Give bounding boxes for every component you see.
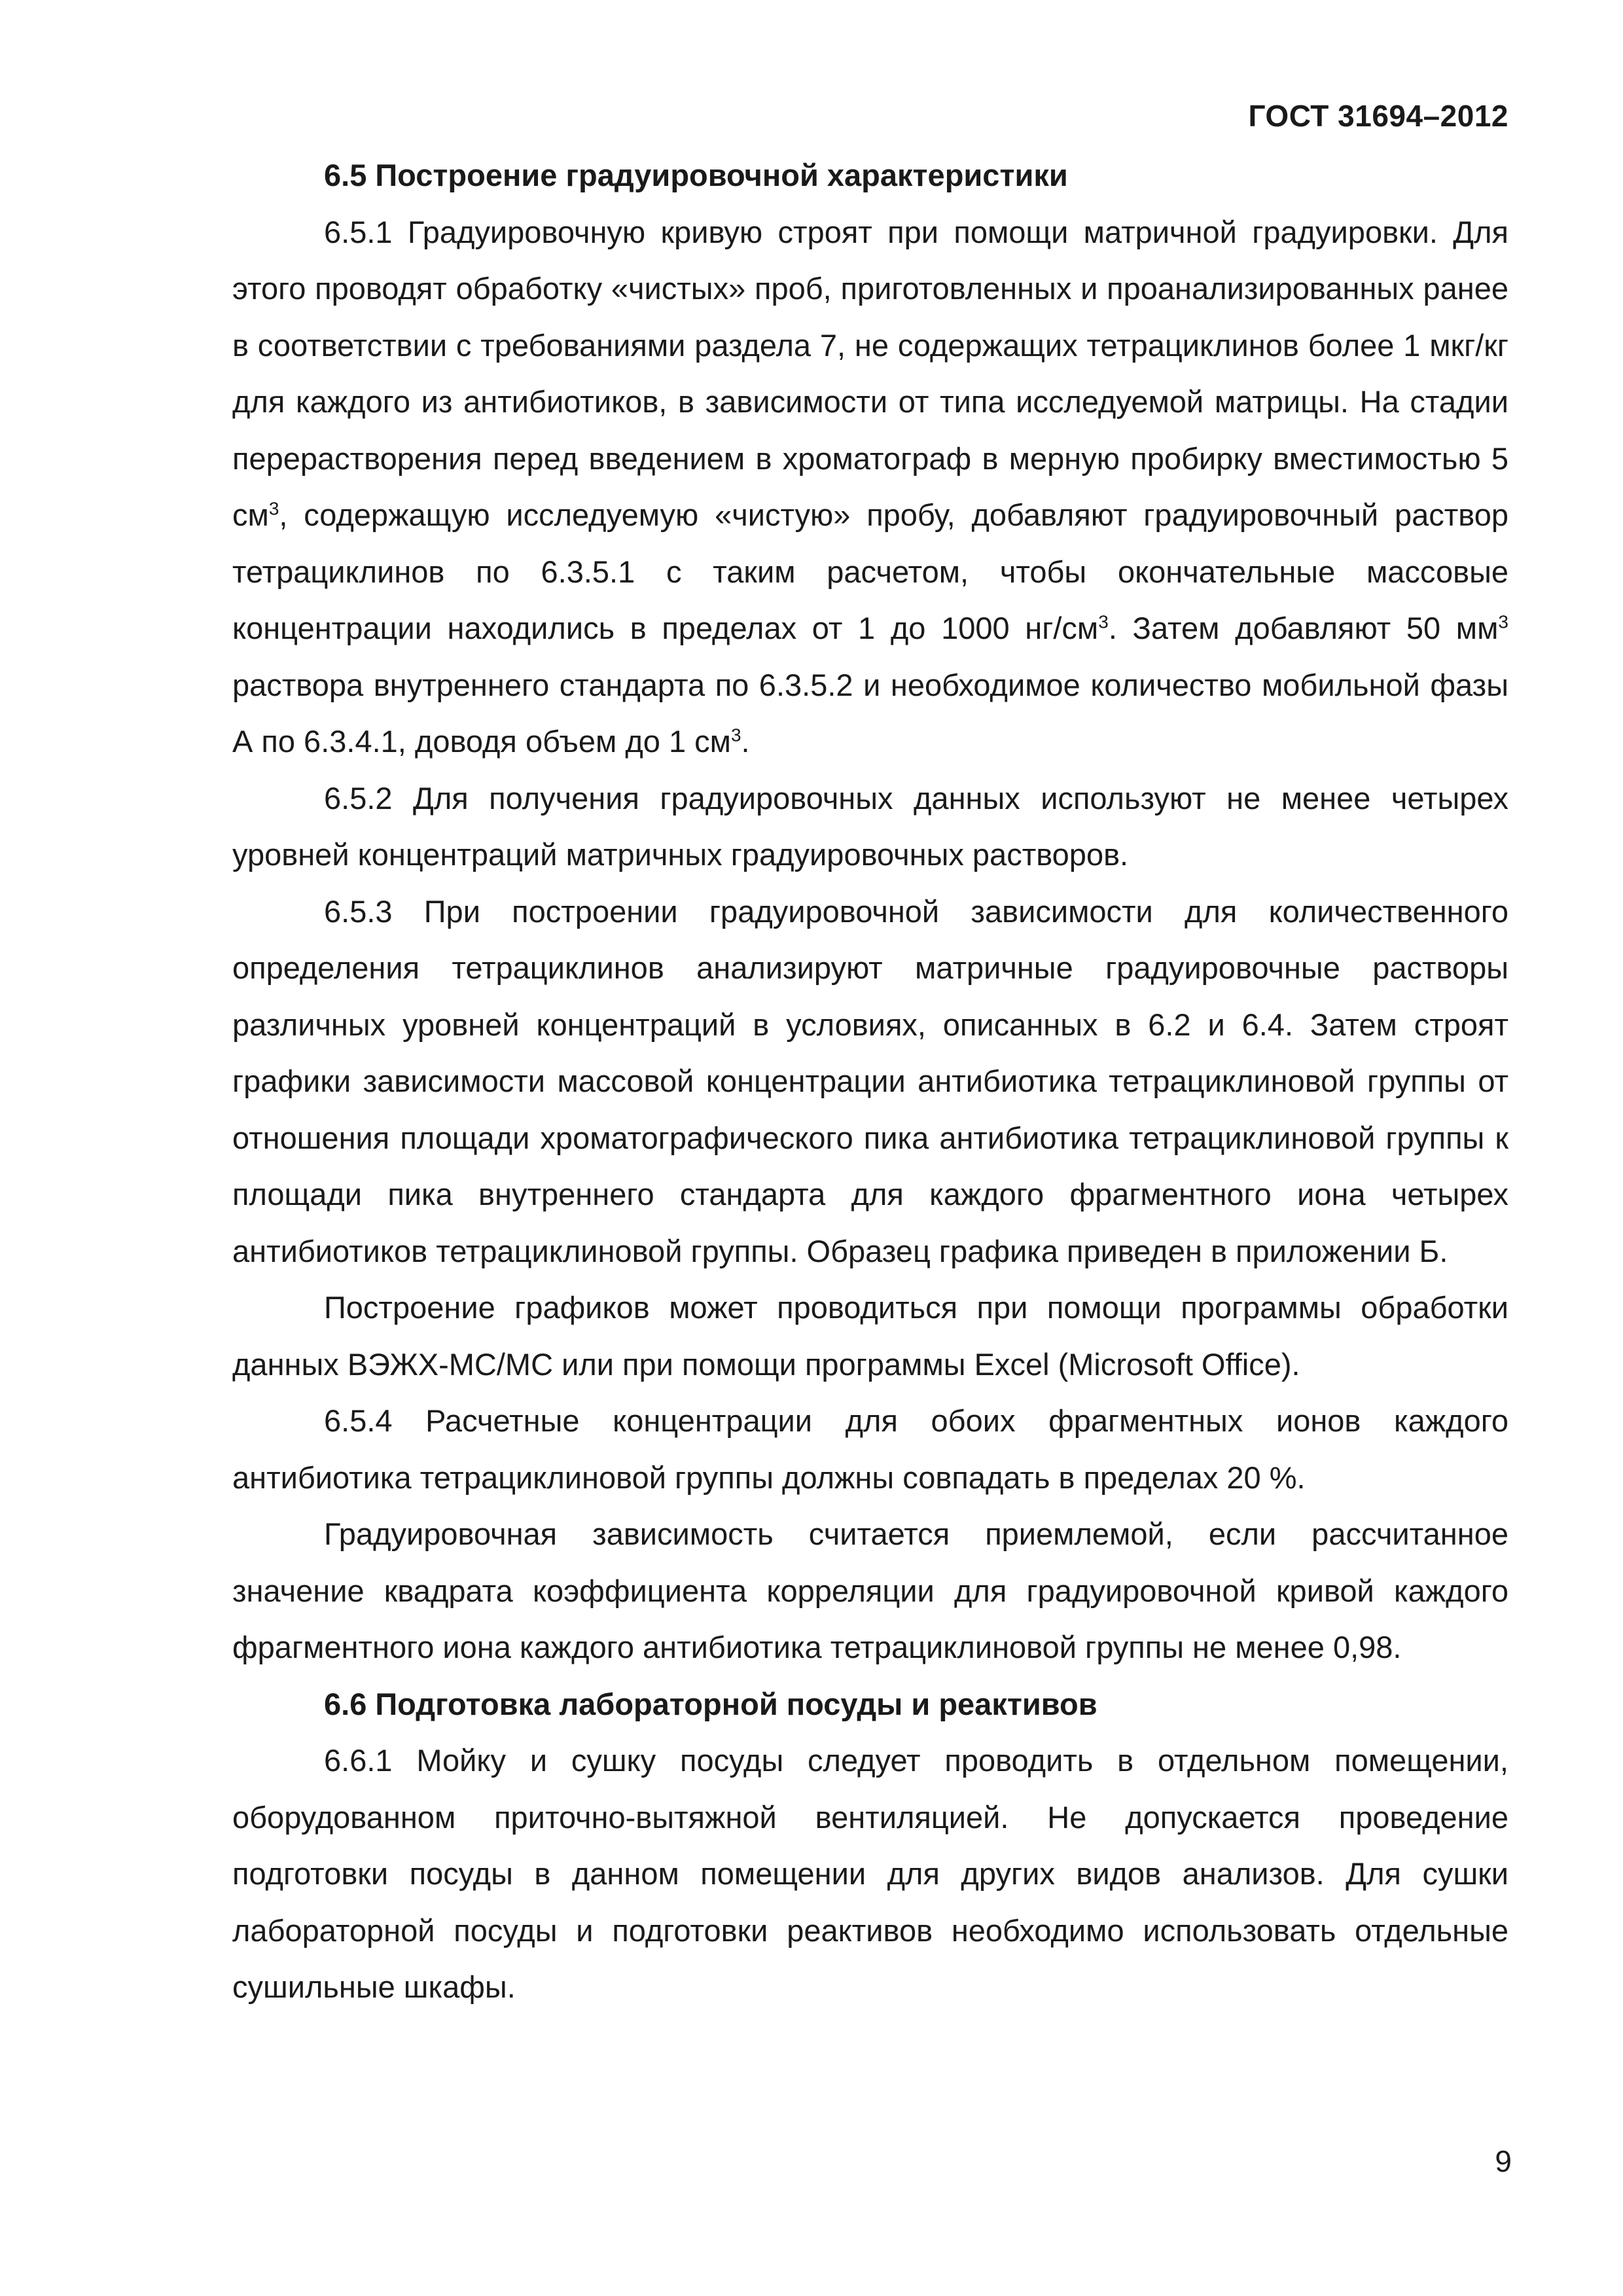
paragraph-6-5-3: 6.5.3 При построении градуировочной зависимости для количественного определения тетрациклинов анализируют матричные градуировочные растворы различных уровней концентраций в условиях, описанных в 6.2 и 6.4. Затем строят графики зависимости массовой концентрации антибиотика тетрациклиновой группы от отношения площади хроматографического пика антибиотика тетрациклиновой группы к площади пика внутреннего стандарта для каждого фрагментного иона четырех антибиотиков тетрациклиновой группы. Образец графика приведен в приложении Б. — [232, 893, 1508, 1268]
paragraph-text: . Затем добавляют 50 мм — [1108, 611, 1499, 645]
paragraph-text: 6.5.1 Градуировочную кривую строят при помощи матричной градуировки. Для этого проводят обработку «чистых» проб, приготовленных и проанализированных ранее в соответствии с требованиями раздела 7, не содержащих тетрациклинов более 1 мкг/кг для каждого из антибиотиков, в зависимости от типа исследуемой матрицы. На стадии перерастворения перед введением в хроматограф в мерную пробирку вместимостью 5 см — [232, 214, 1508, 532]
superscript: 3 — [1098, 611, 1109, 632]
paragraph-6-5-4: 6.5.4 Расчетные концентрации для обоих фрагментных ионов каждого антибиотика тетрациклиновой группы должны совпадать в пределах 20 %. — [232, 1403, 1508, 1495]
document-body — [232, 147, 1508, 2016]
section-heading-6-6: 6.6 Подготовка лабораторной посуды и реактивов — [324, 1686, 1097, 1721]
paragraph-text: , содержащую исследуемую «чистую» пробу, добавляют градуировочный раствор тетрациклинов по 6.3.5.1 с таким расчетом, чтобы окончательные массовые концентрации находились в пределах от 1 до 1000 нг/см — [232, 497, 1508, 645]
paragraph-6-5-2: 6.5.2 Для получения градуировочных данных используют не менее четырех уровней концентраций матричных градуировочных растворов. — [232, 780, 1508, 872]
paragraph-acceptance-criteria: Градуировочная зависимость считается приемлемой, если рассчитанное значение квадрата коэффициента корреляции для градуировочной кривой каждого фрагментного иона каждого антибиотика тетрациклиновой группы не менее 0,98. — [232, 1516, 1508, 1664]
paragraph-text: . — [741, 724, 750, 759]
paragraph-graph-construction: Построение графиков может проводиться при помощи программы обработки данных ВЭЖХ-МС/МС или при помощи программы Excel (Microsoft Office). — [232, 1290, 1508, 1382]
standard-header: ГОСТ 31694–2012 — [1248, 99, 1508, 133]
section-heading-6-5: 6.5 Построение градуировочной характеристики — [324, 158, 1068, 192]
paragraph-6-6-1: 6.6.1 Мойку и сушку посуды следует проводить в отдельном помещении, оборудованном приточно-вытяжной вентиляцией. Не допускается проведение подготовки посуды в данном помещении для других видов анализов. Для сушки лабораторной посуды и подготовки реактивов необходимо использовать отдельные сушильные шкафы. — [232, 1743, 1508, 2004]
superscript: 3 — [1498, 611, 1508, 632]
paragraph-6-5-1 — [232, 204, 1508, 770]
paragraph-text: раствора внутреннего стандарта по 6.3.5.2 и необходимое количество мобильной фазы А по 6.3.4.1, доводя объем до 1 см — [232, 667, 1508, 759]
superscript: 3 — [730, 725, 741, 745]
page-number: 9 — [1495, 2144, 1512, 2178]
superscript: 3 — [268, 498, 279, 519]
